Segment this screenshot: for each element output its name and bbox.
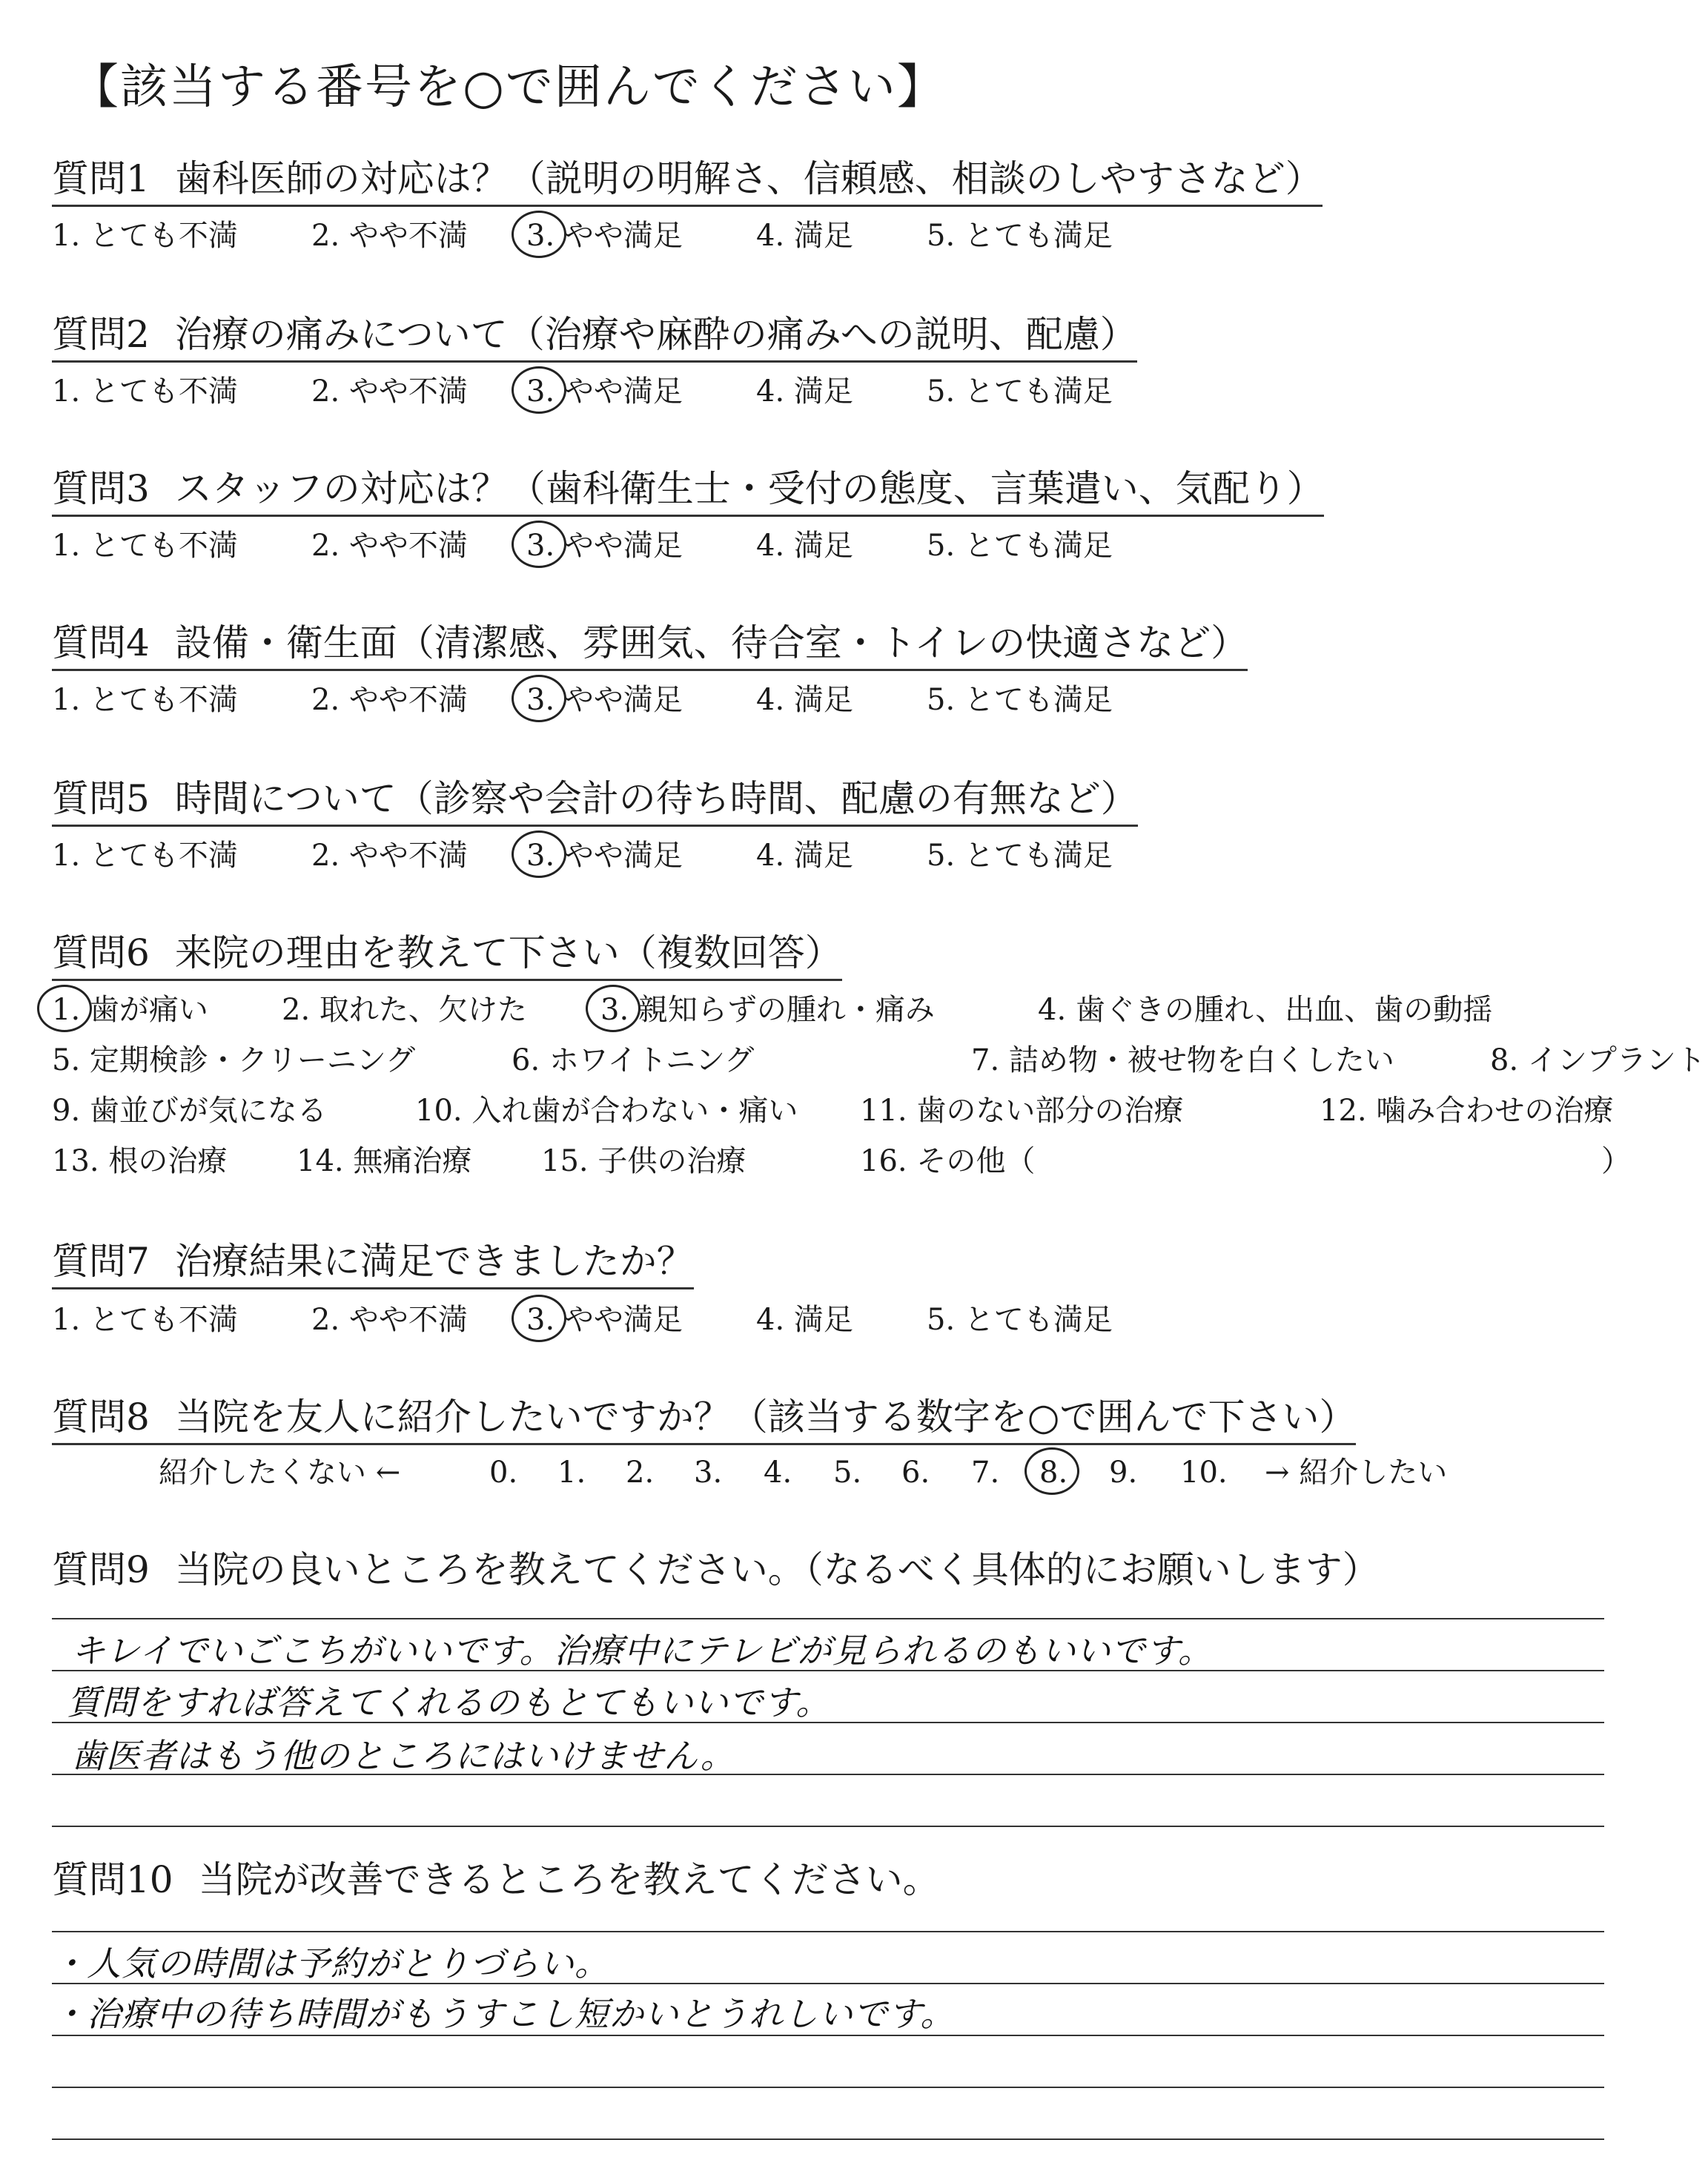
q6-option-8: 8. インプラント — [1490, 1043, 1706, 1077]
q3-option-2: 2. やや不満 — [311, 529, 468, 563]
q2-option-4: 4. 満足 — [756, 374, 853, 409]
q6-option-16: 16. その他（ — [860, 1144, 1036, 1178]
q9-answer-line: 質問をすれば答えてくれるのもとてもいいです。 — [67, 1682, 831, 1723]
q8-option-6: 6. — [901, 1456, 930, 1490]
q6-option-6: 6. ホワイトニング — [512, 1043, 755, 1077]
q1-option-2: 2. やや不満 — [311, 219, 468, 253]
q8-option-0: 0. — [489, 1456, 518, 1490]
q8-option-2: 2. — [626, 1456, 655, 1490]
q2-heading: 質問2 治療の痛みについて（治療や麻酔の痛みへの説明、配慮） — [52, 310, 1137, 363]
q3-heading: 質問3 スタッフの対応は？（歯科衛生士・受付の態度、言葉遣い、気配り） — [52, 464, 1324, 517]
page-title: 【該当する番号を○で囲んでください】 — [71, 60, 946, 115]
q4-option-3: 3. やや満足 — [526, 679, 683, 721]
q4-option-2: 2. やや不満 — [311, 683, 468, 717]
q6-close-paren: ） — [1601, 1144, 1631, 1178]
q6-option-14: 14. 無痛治療 — [297, 1144, 472, 1178]
q8-option-3: 3. — [694, 1456, 723, 1490]
q6-option-5: 5. 定期検診・クリーニング — [52, 1043, 416, 1077]
q6-option-10: 10. 入れ歯が合わない・痛い — [415, 1094, 798, 1128]
q6-option-13: 13. 根の治療 — [52, 1144, 228, 1178]
q7-heading: 質問7 治療結果に満足できましたか？ — [52, 1237, 694, 1289]
q6-option-9: 9. 歯並びが気になる — [52, 1094, 327, 1128]
q2-option-3: 3. やや満足 — [526, 371, 683, 412]
q10-heading: 質問10 当院が改善できるところを教えてください。 — [52, 1858, 940, 1901]
q6-option-11: 11. 歯のない部分の治療 — [860, 1094, 1184, 1128]
q10-rule — [52, 2087, 1604, 2088]
q1-option-4: 4. 満足 — [756, 219, 853, 253]
q5-option-2: 2. やや不満 — [311, 839, 468, 873]
q10-answer-line: ・人気の時間は予約がとりづらい。 — [52, 1943, 609, 1984]
q9-answer-line: 歯医者はもう他のところにはいけません。 — [71, 1736, 735, 1776]
q2-option-1: 1. とても不満 — [52, 374, 238, 409]
q6-option-3: 3. 親知らずの腫れ・痛み — [600, 989, 935, 1031]
q5-heading: 質問5 時間について（診察や会計の待ち時間、配慮の有無など） — [52, 774, 1138, 827]
q8-option-10: 10. — [1180, 1456, 1228, 1490]
q6-option-12: 12. 噛み合わせの治療 — [1320, 1094, 1614, 1128]
q7-option-5: 5. とても満足 — [927, 1303, 1113, 1337]
q8-option-8: 8. — [1039, 1452, 1068, 1493]
q5-option-5: 5. とても満足 — [927, 839, 1113, 873]
q8-option-5: 5. — [833, 1456, 862, 1490]
q4-option-1: 1. とても不満 — [52, 683, 238, 717]
q6-option-15: 15. 子供の治療 — [541, 1144, 747, 1178]
q6-option-4: 4. 歯ぐきの腫れ、出血、歯の動揺 — [1038, 993, 1493, 1027]
q8-heading: 質問8 当院を友人に紹介したいですか？（該当する数字を○で囲んで下さい） — [52, 1393, 1356, 1445]
q8-left-label: 紹介したくない ← — [159, 1456, 401, 1490]
q8-option-7: 7. — [971, 1456, 1000, 1490]
q1-option-1: 1. とても不満 — [52, 219, 238, 253]
q9-rule — [52, 1618, 1604, 1619]
q6-heading: 質問6 来院の理由を教えて下さい（複数回答） — [52, 928, 842, 981]
q3-option-5: 5. とても満足 — [927, 529, 1113, 563]
q3-option-4: 4. 満足 — [756, 529, 853, 563]
q6-option-7: 7. 詰め物・被せ物を白くしたい — [971, 1043, 1394, 1077]
q4-heading: 質問4 設備・衛生面（清潔感、雰囲気、待合室・トイレの快適さなど） — [52, 618, 1248, 671]
q10-rule — [52, 2138, 1604, 2140]
q7-option-2: 2. やや不満 — [311, 1303, 468, 1337]
q8-option-9: 9. — [1109, 1456, 1138, 1490]
q8-option-1: 1. — [557, 1456, 586, 1490]
q1-option-3: 3. やや満足 — [526, 215, 683, 257]
q2-option-2: 2. やや不満 — [311, 374, 468, 409]
q2-option-5: 5. とても満足 — [927, 374, 1113, 409]
q8-option-4: 4. — [764, 1456, 792, 1490]
q5-option-3: 3. やや満足 — [526, 835, 683, 876]
q4-option-5: 5. とても満足 — [927, 683, 1113, 717]
q5-option-1: 1. とても不満 — [52, 839, 238, 873]
q4-option-4: 4. 満足 — [756, 683, 853, 717]
q9-heading: 質問9 当院の良いところを教えてください。（なるべく具体的にお願いします） — [52, 1548, 1380, 1591]
q6-option-1: 1. 歯が痛い — [52, 989, 208, 1031]
q1-heading: 質問1 歯科医師の対応は？（説明の明解さ、信頼感、相談のしやすさなど） — [52, 154, 1323, 207]
q5-option-4: 4. 満足 — [756, 839, 853, 873]
q10-answer-line: ・治療中の待ち時間がもうすこし短かいとうれしいです。 — [52, 1994, 956, 2034]
q8-right-label: → 紹介したい — [1265, 1456, 1448, 1490]
q9-rule — [52, 1826, 1604, 1827]
q3-option-1: 1. とても不満 — [52, 529, 238, 563]
q1-option-5: 5. とても満足 — [927, 219, 1113, 253]
q6-option-2: 2. 取れた、欠けた — [282, 993, 527, 1027]
q7-option-3: 3. やや満足 — [526, 1299, 683, 1341]
q7-option-1: 1. とても不満 — [52, 1303, 238, 1337]
q3-option-3: 3. やや満足 — [526, 525, 683, 567]
q10-rule — [52, 1931, 1604, 1932]
q9-answer-line: キレイでいごこちがいいです。治療中にテレビが見られるのもいいです。 — [71, 1631, 1213, 1671]
q7-option-4: 4. 満足 — [756, 1303, 853, 1337]
